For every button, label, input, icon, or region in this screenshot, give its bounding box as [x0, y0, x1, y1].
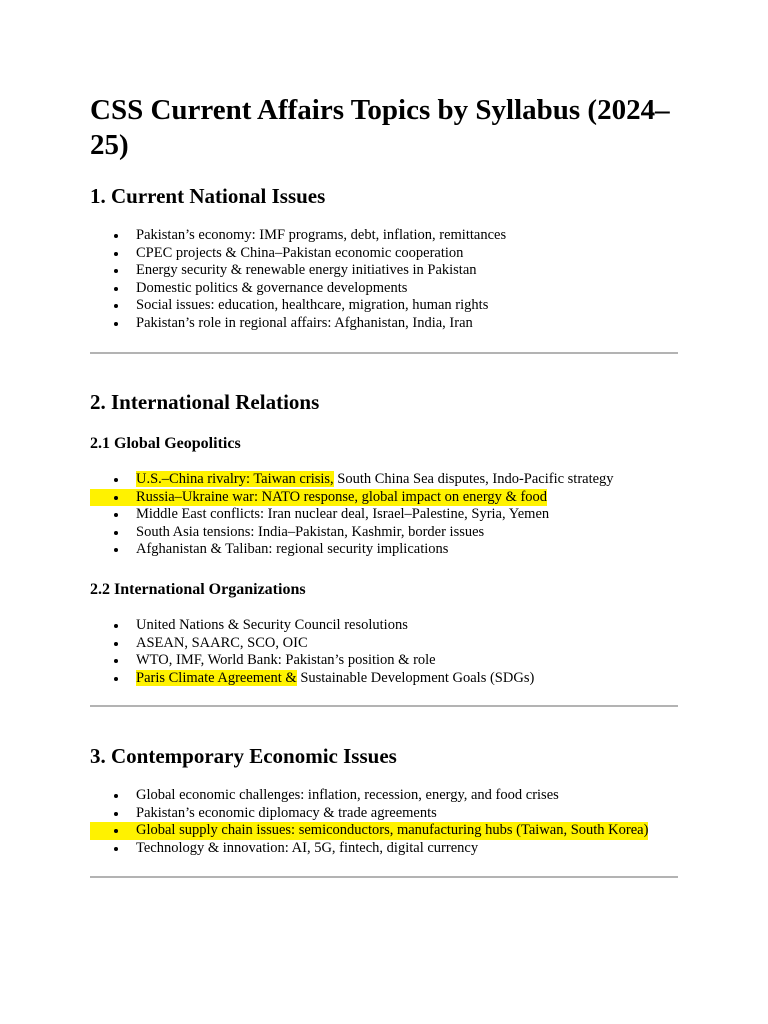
list-item: Pakistan’s role in regional affairs: Afghanistan, India, Iran: [90, 315, 690, 333]
list-item: Pakistan’s economy: IMF programs, debt, inflation, remittances: [90, 227, 690, 245]
subsection-2-2-heading: 2.2 International Organizations: [90, 581, 306, 598]
section-3-heading: 3. Contemporary Economic Issues: [90, 744, 397, 768]
list-item: Social issues: education, healthcare, migration, human rights: [90, 297, 690, 315]
list-item: Technology & innovation: AI, 5G, fintech, digital currency: [90, 840, 690, 858]
highlighted-text: Global supply chain issues: semiconductors, manufacturing hubs (Taiwan, South Korea): [90, 822, 648, 840]
section-1-list: [90, 227, 690, 333]
section-divider: [90, 705, 678, 707]
list-item: CPEC projects & China–Pakistan economic cooperation: [90, 245, 690, 263]
list-item: ASEAN, SAARC, SCO, OIC: [90, 635, 690, 653]
list-item: South Asia tensions: India–Pakistan, Kashmir, border issues: [90, 524, 690, 542]
section-1-heading: 1. Current National Issues: [90, 184, 326, 208]
subsection-2-1-heading: 2.1 Global Geopolitics: [90, 435, 241, 452]
list-item: Afghanistan & Taliban: regional security implications: [90, 541, 690, 559]
list-item: Energy security & renewable energy initiatives in Pakistan: [90, 262, 690, 280]
list-item: WTO, IMF, World Bank: Pakistan’s position & role: [90, 652, 690, 670]
list-item: [90, 670, 690, 688]
subsection-2-1-list: [90, 471, 690, 559]
highlighted-text: Russia–Ukraine war: NATO response, global impact on energy & food: [90, 489, 547, 507]
list-item: Domestic politics & governance developments: [90, 280, 690, 298]
section-2-heading: 2. International Relations: [90, 390, 320, 414]
highlighted-text: Paris Climate Agreement &: [136, 669, 297, 686]
list-item: [90, 471, 690, 489]
list-item: [90, 489, 690, 507]
list-item: [90, 822, 690, 840]
list-item: Middle East conflicts: Iran nuclear deal, Israel–Palestine, Syria, Yemen: [90, 506, 690, 524]
section-divider: [90, 352, 678, 354]
list-item-text: Sustainable Development Goals (SDGs): [296, 669, 535, 686]
section-3-list: [90, 787, 690, 857]
list-item: United Nations & Security Council resolutions: [90, 617, 690, 635]
list-item: Pakistan’s economic diplomacy & trade agreements: [90, 805, 690, 823]
highlighted-text: U.S.–China rivalry: Taiwan crisis,: [136, 471, 334, 487]
section-divider: [90, 876, 678, 878]
document-title: CSS Current Affairs Topics by Syllabus (2024–25): [90, 94, 670, 161]
list-item: Global economic challenges: inflation, recession, energy, and food crises: [90, 787, 690, 805]
list-item-text: South China Sea disputes, Indo-Pacific strategy: [333, 471, 614, 487]
subsection-2-2-list: [90, 617, 690, 687]
